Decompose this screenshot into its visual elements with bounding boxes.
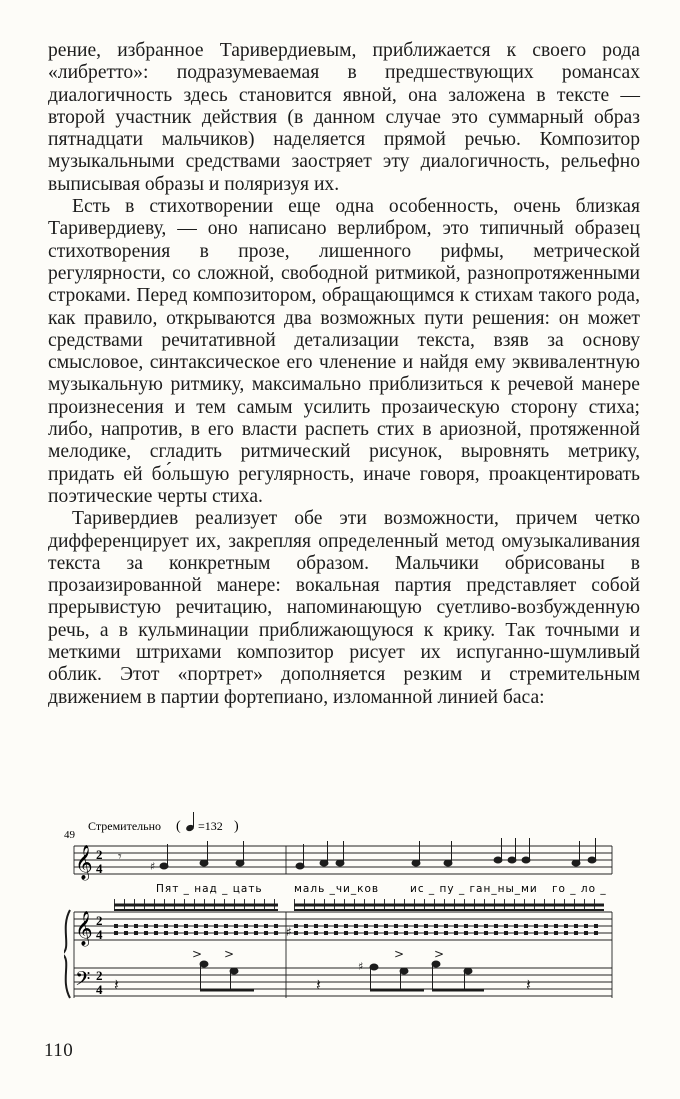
time-signature-piano-treble	[96, 913, 103, 942]
time-signature-vocal	[96, 847, 103, 876]
svg-text:𝄾: 𝄾	[118, 849, 122, 865]
lyrics	[156, 883, 607, 895]
bass-clef-icon: 𝄢	[75, 967, 91, 995]
svg-text:♯: ♯	[358, 960, 364, 973]
svg-text:𝄽: 𝄽	[114, 975, 119, 994]
tempo-note-icon	[185, 812, 195, 832]
svg-text:𝄽: 𝄽	[526, 975, 531, 994]
treble-clef-icon: 𝄞	[75, 845, 93, 880]
lyric-3: ис _ пу _ ган_ны_ми	[410, 883, 538, 895]
tempo-text: Стремительно	[88, 819, 162, 833]
body-text	[48, 40, 640, 709]
tempo-paren-close: )	[234, 819, 239, 834]
svg-text:2: 2	[96, 968, 103, 983]
svg-text:4: 4	[96, 861, 103, 876]
piano-treble-clef-icon: 𝄞	[75, 911, 93, 946]
piano-brace-icon	[64, 910, 70, 998]
music-score	[64, 808, 624, 1008]
paragraph-1: рение, избранное Таривердиевым, приближается к своего рода «либретто»: подразумеваемая в предшествующих романсах диалогичность здесь становится явной, она заложена в тексте — второй участник действия (в данном случае это суммарный образ пятнадцати мальчиков) наделяется прямой речью. Композитор музыкальными средствами заостряет эту диалогичность, рельефно выписывая образы и поляризуя их.	[48, 40, 640, 195]
tempo-value: =132	[198, 819, 223, 833]
sharp-icon: ♯	[286, 925, 292, 939]
svg-text:2: 2	[96, 847, 103, 862]
lyric-4: го _ ло _	[552, 883, 607, 895]
svg-text:4: 4	[96, 982, 103, 997]
svg-text:>: >	[224, 947, 235, 961]
lyric-2: маль _чи_ков	[294, 883, 380, 895]
svg-text:2: 2	[96, 913, 103, 928]
paragraph-2: Есть в стихотворении еще одна особенность, очень близкая Таривердиеву, — оно написано верлибром, это типичный образец стихотворения в прозе, лишенного рифмы, метрической регулярности, со сложной, свободной ритмикой, разнопротяженными строками. Перед композитором, обращающимся к стихам такого рода, как правило, открываются два возможных пути решения: он может средствами речитативной детализации текста, взяв за основу смысловое, синтаксическое его членение и найдя ему эквивалентную музыкальную ритмику, максимально приблизиться к речевой манере произнесения и тем самым усилить прозаическую сторону стиха; либо, напротив, в его власти распеть стих в ариозной, протяженной мелодике, сгладить ритмический рисунок, выровнять метрику, придать ей бо́льшую регулярность, иначе говоря, проакцентировать поэтические черты стиха.	[48, 196, 640, 507]
svg-text:♯: ♯	[150, 860, 156, 873]
svg-text:4: 4	[96, 927, 103, 942]
measure-number: 49	[64, 829, 75, 841]
page-number: 110	[44, 1040, 74, 1061]
svg-text:>: >	[394, 947, 405, 961]
svg-text:>: >	[434, 947, 445, 961]
tempo-paren-open: (	[176, 819, 181, 834]
time-signature-piano-bass	[96, 968, 103, 997]
svg-text:>: >	[192, 947, 203, 961]
svg-text:𝄽: 𝄽	[316, 975, 321, 994]
piano-bass-notes	[114, 947, 531, 994]
vocal-notes	[118, 838, 596, 873]
piano-bass-staff	[74, 968, 612, 996]
paragraph-3: Таривердиев реализует обе эти возможности, причем четко дифференцирует их, закрепляя определенный метод омузыкаливания текста за конкретным образом. Мальчики обрисованы в прозаизированной манере: вокальная партия представляет собой прерывистую речитацию, напоминающую суетливо-возбужденную речь, а в кульминации приближающуюся к крику. Так точными и меткими штрихами композитор рисует их испуганно-шумливый облик. Этот «портрет» дополняется резким и стремительным движением в партии фортепиано, изломанной линией баса:	[48, 508, 640, 708]
lyric-1: Пят _ над _ цать	[156, 883, 263, 895]
